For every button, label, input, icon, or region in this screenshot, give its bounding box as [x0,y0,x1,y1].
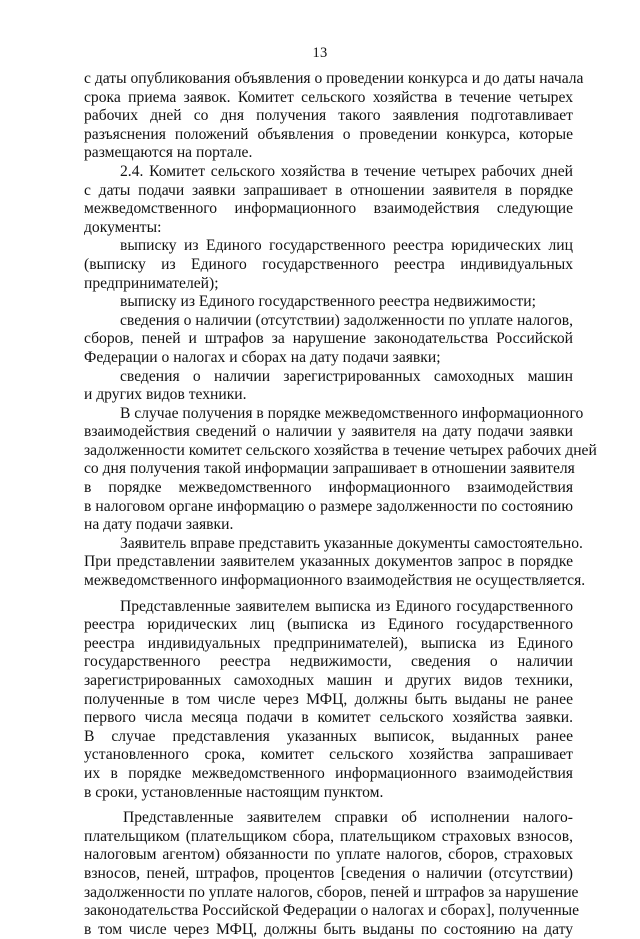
text-line: межведомственного информационного взаимодействия следующие [84,200,573,218]
text-line: В случае представления указанных выписок, выданных ранее [84,727,573,745]
text-line: установленного срока, комитет сельского хозяйства запрашивает [84,746,573,764]
text-line: разъяснения положений объявления о проведении конкурса, которые [84,125,573,143]
text-line: Представленные заявителем выписка из Единого государственного [120,597,573,615]
text-line: законодательства Российской Федерации о налогах и сборах], полученные [84,902,580,920]
paragraph [84,70,584,163]
text-line: 2.4. Комитет сельского хозяйства в течение четырех рабочих дней [120,162,573,180]
text-line: Федерации о налогах и сборах на дату подачи заявки; [84,348,441,366]
text-line: на дату подачи заявки. [84,516,234,534]
text-line: сборов, пеней и штрафов за нарушение законодательства Российской [84,330,573,348]
paragraph [84,598,573,803]
paragraph [84,163,573,405]
text-line: в порядке межведомственного информационного взаимодействия [84,479,573,497]
text-line: В случае получения в порядке межведомственного информационного [120,404,584,422]
text-line: сведения о наличии (отсутствии) задолженности по уплате налогов, [120,311,573,329]
text-line: задолженности по уплате налогов, сборов, пеней и штрафов за нарушение [84,883,579,901]
text-line: в налоговом органе информацию о размере задолженности по состоянию [84,497,573,515]
text-line: полученные в том числе через МФЦ, должны быть выданы не ранее [84,690,573,708]
paragraph [84,534,586,591]
text-line: реестра юридических лиц (выписка из Единого государственного [84,616,573,634]
text-line: выписку из Единого государственного реестра юридических лиц [120,237,573,255]
text-line: налоговым агентом) обязанности по уплате налогов, сборов, страховых [84,846,573,864]
text-line: взносов, пеней, штрафов, процентов [сведения о наличии (отсутствии) [84,864,573,882]
text-line: размещаются на портале. [84,144,253,162]
text-line: предпринимателей); [84,274,219,292]
text-line: документы: [84,218,162,236]
text-line: со дня получения такой информации запрашивает в отношении заявителя [84,460,575,478]
text-line: зарегистрированных самоходных машин и других видов техники, [84,672,573,689]
text-line: (выписку из Единого государственного реестра индивидуальных [84,255,573,273]
text-line: межведомственного информационного взаимодействия не осуществляется. [84,572,586,590]
text-line: плательщиком (плательщиком сбора, плательщиком страховых взносов, [84,827,573,845]
document-body [84,70,597,939]
text-line: Представленные заявителем справки об исполнении налого- [123,809,573,827]
paragraph [84,404,597,535]
paragraph-gap [84,591,573,598]
text-line: При представлении заявителем указанных документов запрос в порядке [84,553,573,571]
text-line: взаимодействия сведений о наличии у заявителя на дату подачи заявки [84,423,573,441]
text-line: реестра индивидуальных предпринимателей), выписка из Единого [84,634,573,652]
text-line: в сроки, установленные настоящим пунктом. [84,783,384,801]
paragraph [84,809,580,939]
text-line: первого числа месяца подачи в комитет сельского хозяйства заявки. [84,709,573,727]
text-line: их в порядке межведомственного информационного взаимодействия [84,764,573,782]
text-line: в том числе через МФЦ, должны быть выданы по состоянию на дату [84,920,573,938]
text-line: и других видов техники. [84,386,247,404]
text-line: рабочих дней со дня получения такого заявления подготавливает [84,107,573,125]
text-line: с даты подачи заявки запрашивает в отношении заявителя в порядке [84,181,573,199]
text-line: срока приема заявок. Комитет сельского хозяйства в течение четырех [84,88,573,106]
text-line: государственного реестра недвижимости, сведения о наличии [84,653,573,671]
text-line: сведения о наличии зарегистрированных самоходных машин [120,367,573,385]
paragraph-gap [84,802,573,809]
page-number: 13 [312,45,328,61]
text-line: с даты опубликования объявления о проведении конкурса и до даты начала [84,70,584,87]
text-line: Заявитель вправе представить указанные документы самостоятельно. [120,534,583,552]
text-line: выписку из Единого государственного реестра недвижимости; [120,293,536,311]
text-line: задолженности комитет сельского хозяйства в течение четырех рабочих дней [84,441,597,459]
